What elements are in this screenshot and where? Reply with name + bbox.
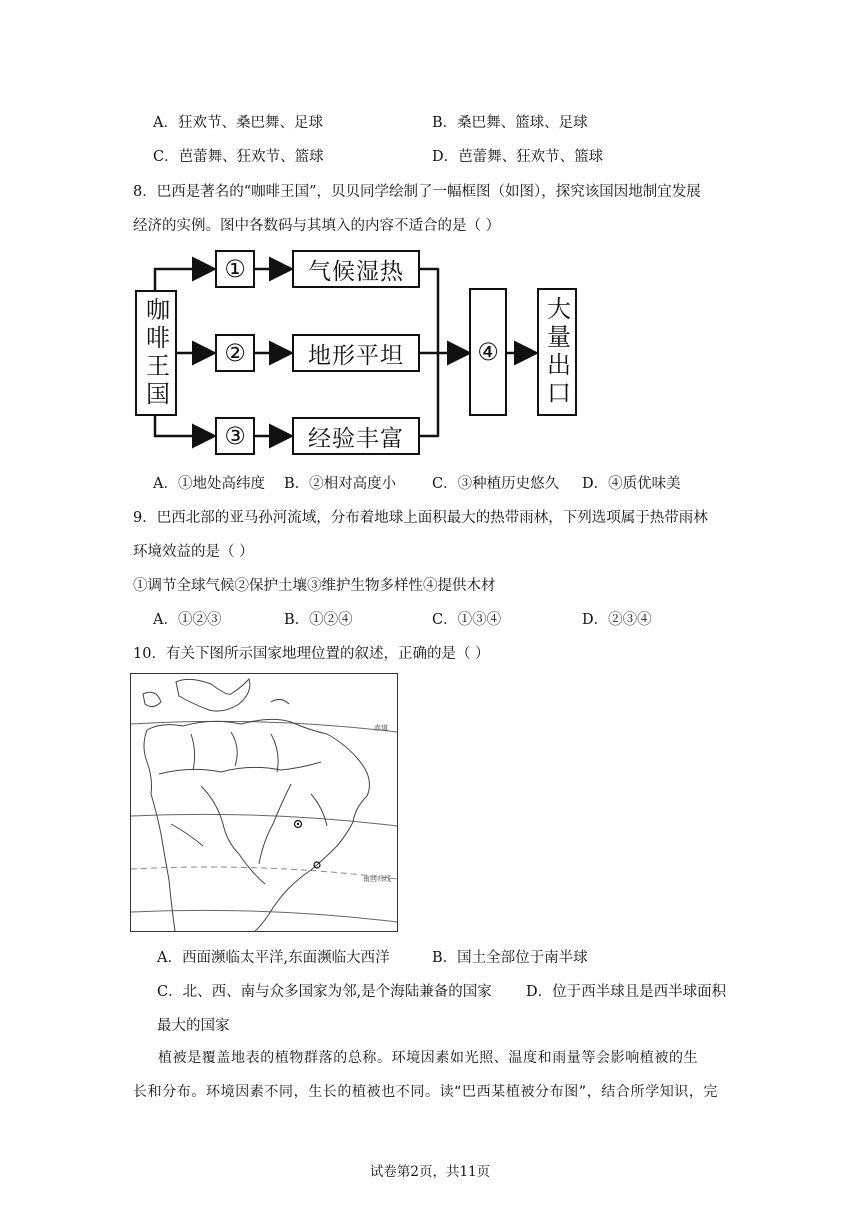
diagram-factor-experience: 经验丰富 bbox=[292, 417, 420, 455]
south-america-map bbox=[130, 673, 398, 932]
q10-option-c: C．北、西、南与众多国家为邻,是个海陆兼备的国家 bbox=[157, 984, 492, 1000]
map-drawing bbox=[131, 674, 397, 931]
diagram-number-2: ② bbox=[215, 334, 255, 372]
diagram-number-4: ④ bbox=[469, 288, 507, 416]
diagram-factor-climate: 气候湿热 bbox=[292, 250, 420, 288]
q10-option-b: B．国土全部位于南半球 bbox=[432, 950, 588, 966]
q8-stem-line1: 8．巴西是著名的“咖啡王国”，贝贝同学绘制了一幅框图（如图），探究该国因地制宜发展 bbox=[133, 184, 701, 200]
passage-line2: 长和分布。环境因素不同，生长的植被也不同。读“巴西某植被分布图”，结合所学知识，完 bbox=[133, 1084, 719, 1100]
diagram-number-3: ③ bbox=[215, 417, 255, 455]
diagram-number-1: ① bbox=[215, 250, 255, 288]
q8-option-c: C．③种植历史悠久 bbox=[432, 476, 560, 492]
map-label-equator: 赤道 bbox=[374, 724, 388, 732]
q8-option-a: A．①地处高纬度 bbox=[153, 476, 265, 492]
q7-option-a: A．狂欢节、桑巴舞、足球 bbox=[153, 115, 323, 131]
q9-option-a: A．①②③ bbox=[153, 612, 222, 628]
q7-option-d: D．芭蕾舞、狂欢节、篮球 bbox=[432, 149, 604, 165]
q8-option-d: D．④质优味美 bbox=[582, 476, 681, 492]
q9-stem-line2: 环境效益的是（ ） bbox=[133, 544, 254, 560]
q7-option-b: B．桑巴舞、篮球、足球 bbox=[432, 115, 588, 131]
q9-option-d: D．②③④ bbox=[582, 612, 652, 628]
q8-stem-line2: 经济的实例。图中各数码与其填入的内容不适合的是（ ） bbox=[133, 218, 501, 234]
q10-option-d-cont: 最大的国家 bbox=[157, 1018, 230, 1034]
q7-option-c: C．芭蕾舞、狂欢节、篮球 bbox=[153, 149, 324, 165]
q10-option-a: A．西面濒临太平洋,东面濒临大西洋 bbox=[157, 950, 390, 966]
q9-option-c: C．①③④ bbox=[432, 612, 502, 628]
passage-line1: 植被是覆盖地表的植物群落的总称。环境因素如光照、温度和雨量等会影响植被的生 bbox=[158, 1050, 699, 1066]
diagram-connectors bbox=[0, 0, 860, 460]
q9-statements: ①调节全球气候②保护土壤③维护生物多样性④提供木材 bbox=[133, 578, 496, 594]
q8-option-b: B．②相对高度小 bbox=[284, 476, 397, 492]
map-label-tropic: 南回归线 bbox=[363, 875, 391, 883]
diagram-factor-terrain: 地形平坦 bbox=[292, 334, 420, 372]
q9-option-b: B．①②④ bbox=[284, 612, 353, 628]
q10-stem: 10．有关下图所示国家地理位置的叙述，正确的是（ ） bbox=[133, 646, 490, 662]
page-footer: 试卷第2页，共11页 bbox=[369, 1164, 491, 1180]
q10-option-d: D．位于西半球且是西半球面积 bbox=[526, 984, 727, 1000]
diagram-right-box: 大量出口 bbox=[537, 288, 577, 416]
q9-stem-line1: 9．巴西北部的亚马孙河流域，分布着地球上面积最大的热带雨林，下列选项属于热带雨林 bbox=[133, 510, 708, 526]
diagram-left-box: 咖啡王国 bbox=[135, 290, 177, 416]
